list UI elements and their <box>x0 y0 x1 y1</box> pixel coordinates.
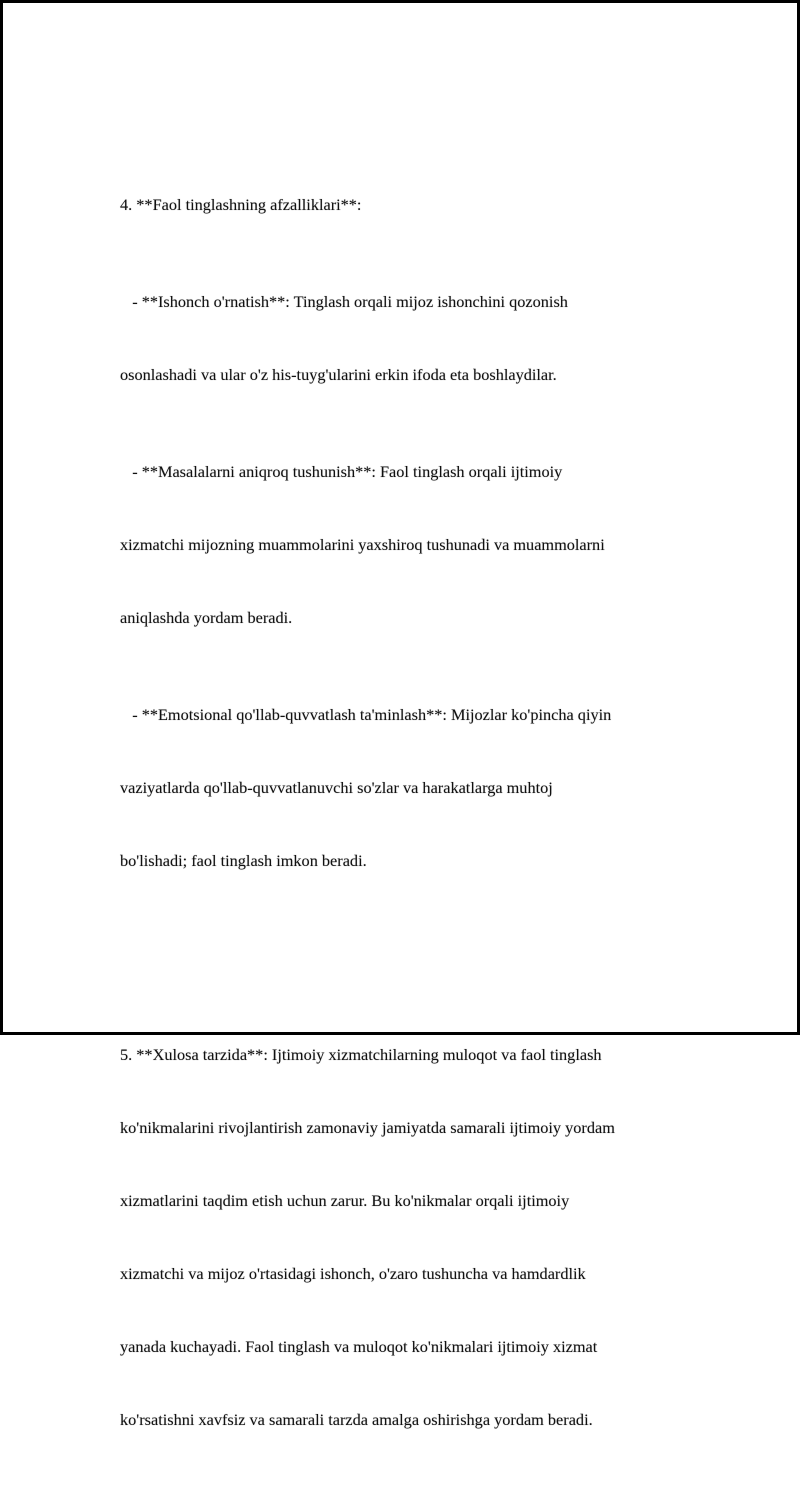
section-4-item-3-line-3: bo'lishadi; faol tinglash imkon beradi. <box>120 850 367 870</box>
section-4-heading: 4. **Faol tinglashning afzalliklari**: <box>120 194 362 214</box>
section-4-item-3-line-2: vaziyatlarda qo'llab-quvvatlanuvchi so'zlar va harakatlarga muhtoj <box>120 778 553 798</box>
document-body <box>120 120 720 1505</box>
section-4-item-3-line-1: - **Emotsional qo'llab-quvvatlash ta'minlash**: Mijozlar ko'pincha qiyin <box>120 705 612 725</box>
section-5-line-2: ko'nikmalarini rivojlantirish zamonaviy jamiyatda samarali ijtimoiy yordam <box>120 1118 615 1138</box>
section-4-item-1-line-1: - **Ishonch o'rnatish**: Tinglash orqali mijoz ishonchini qozonish <box>120 292 568 312</box>
paragraph-spacer <box>120 946 720 970</box>
section-4-item-2-line-3: aniqlashda yordam beradi. <box>120 607 293 627</box>
section-5-line-1: 5. **Xulosa tarzida**: Ijtimoiy xizmatchilarning muloqot va faol tinglash <box>120 1045 602 1065</box>
section-5-line-4: xizmatchi va mijoz o'rtasidagi ishonch, o'zaro tushuncha va hamdardlik <box>120 1263 586 1283</box>
section-5-line-5: yanada kuchayadi. Faol tinglash va muloqot ko'nikmalari ijtimoiy xizmat <box>120 1336 598 1356</box>
section-5-line-6: ko'rsatishni xavfsiz va samarali tarzda amalga oshirishga yordam beradi. <box>120 1409 593 1429</box>
section-5-line-3: xizmatlarini taqdim etish uchun zarur. Bu ko'nikmalar orqali ijtimoiy <box>120 1191 570 1211</box>
section-4-item-1-line-2: osonlashadi va ular o'z his-tuyg'ularini erkin ifoda eta boshlaydilar. <box>120 364 557 384</box>
section-4-item-2-line-2: xizmatchi mijozning muammolarini yaxshiroq tushunadi va muammolarni <box>120 535 605 555</box>
section-4-item-2-line-1: - **Masalalarni aniqroq tushunish**: Faol tinglash orqali ijtimoiy <box>120 462 563 482</box>
